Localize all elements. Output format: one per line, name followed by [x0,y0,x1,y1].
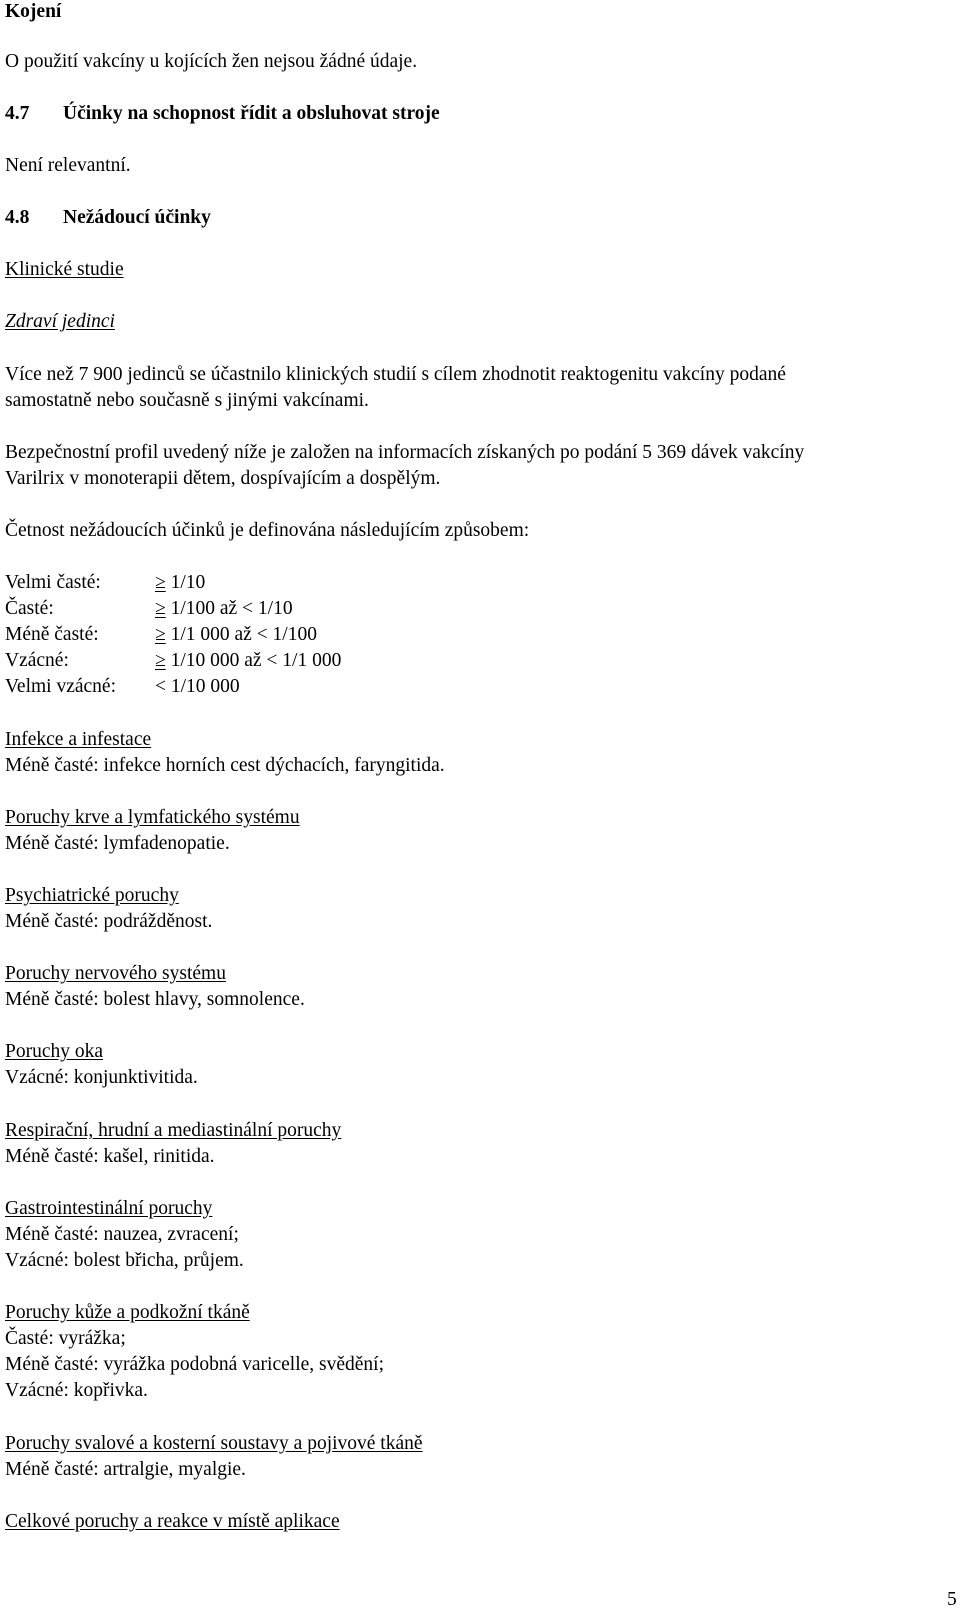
section-title: Účinky na schopnost řídit a obsluhovat stroje [63,103,440,124]
category-line: Méně časté: vyrážka podobná varicelle, svědění; [5,1354,385,1375]
category-title: Poruchy nervového systému [5,963,226,984]
ge-symbol: ≥ [155,598,166,619]
category-title: Poruchy oka [5,1041,104,1062]
frequency-intro: Četnost nežádoucích účinků je definována následujícím způsobem: [5,520,530,541]
paragraph-line: Více než 7 900 jedinců se účastnilo klinických studií s cílem zhodnotit reaktogenitu vakcíny podané [5,364,786,385]
category-title: Respirační, hrudní a mediastinální poruchy [5,1120,342,1141]
frequency-row [0,572,960,594]
category-title: Celkové poruchy a reakce v místě aplikace [5,1511,340,1532]
frequency-label: Vzácné: [5,650,69,671]
ge-symbol: ≥ [155,624,166,645]
category-line: Vzácné: bolest břicha, průjem. [5,1250,244,1271]
category-title: Poruchy krve a lymfatického systému [5,807,300,828]
frequency-row [0,624,960,646]
section-number: 4.8 [5,207,30,228]
frequency-row [0,598,960,620]
frequency-row [0,650,960,672]
category-line: Méně časté: infekce horních cest dýchacích, faryngitida. [5,755,445,776]
frequency-label: Méně časté: [5,624,99,645]
section-heading-4-7 [5,103,440,125]
paragraph-line: samostatně nebo současně s jinými vakcínami. [5,390,369,411]
category-line: Méně časté: bolest hlavy, somnolence. [5,989,305,1010]
category-line: Méně časté: kašel, rinitida. [5,1146,215,1167]
ge-symbol: ≥ [155,650,166,671]
subheading-clinical-studies: Klinické studie [5,259,124,280]
frequency-label: Velmi vzácné: [5,676,116,697]
category-line: Vzácné: konjunktivitida. [5,1067,198,1088]
page-number: 5 [947,1589,957,1610]
section-heading-4-8 [5,207,211,229]
ge-symbol: ≥ [155,572,166,593]
category-title: Infekce a infestace [5,729,152,750]
section-4-7-text: Není relevantní. [5,155,131,176]
category-line: Časté: vyrážka; [5,1328,126,1349]
category-title: Gastrointestinální poruchy [5,1198,213,1219]
category-line: Vzácné: kopřivka. [5,1380,148,1401]
frequency-value: ≥ 1/10 000 až < 1/1 000 [155,650,342,671]
section-title: Nežádoucí účinky [63,207,211,228]
category-title: Poruchy kůže a podkožní tkáně [5,1302,250,1323]
category-line: Méně časté: artralgie, myalgie. [5,1459,246,1480]
frequency-value: ≥ 1/10 [155,572,206,593]
frequency-value: ≥ 1/100 až < 1/10 [155,598,293,619]
category-line: Méně časté: nauzea, zvracení; [5,1224,239,1245]
frequency-label: Časté: [5,598,54,619]
section-number: 4.7 [5,103,30,124]
category-line: Méně časté: lymfadenopatie. [5,833,230,854]
frequency-row [0,676,960,698]
paragraph-line: Bezpečnostní profil uvedený níže je založen na informacích získaných po podání 5 369 dávek vakcíny [5,442,805,463]
paragraph-line: Varilrix v monoterapii dětem, dospívajícím a dospělým. [5,468,441,489]
category-title: Psychiatrické poruchy [5,885,179,906]
breastfeeding-text: O použití vakcíny u kojících žen nejsou žádné údaje. [5,51,418,72]
frequency-value: < 1/10 000 [155,676,240,697]
category-line: Méně časté: podrážděnost. [5,911,213,932]
frequency-value: ≥ 1/1 000 až < 1/100 [155,624,317,645]
frequency-label: Velmi časté: [5,572,101,593]
section-heading-breastfeeding: Kojení [5,1,62,22]
category-title: Poruchy svalové a kosterní soustavy a pojivové tkáně [5,1433,423,1454]
subheading-healthy-subjects: Zdraví jedinci [5,311,115,332]
